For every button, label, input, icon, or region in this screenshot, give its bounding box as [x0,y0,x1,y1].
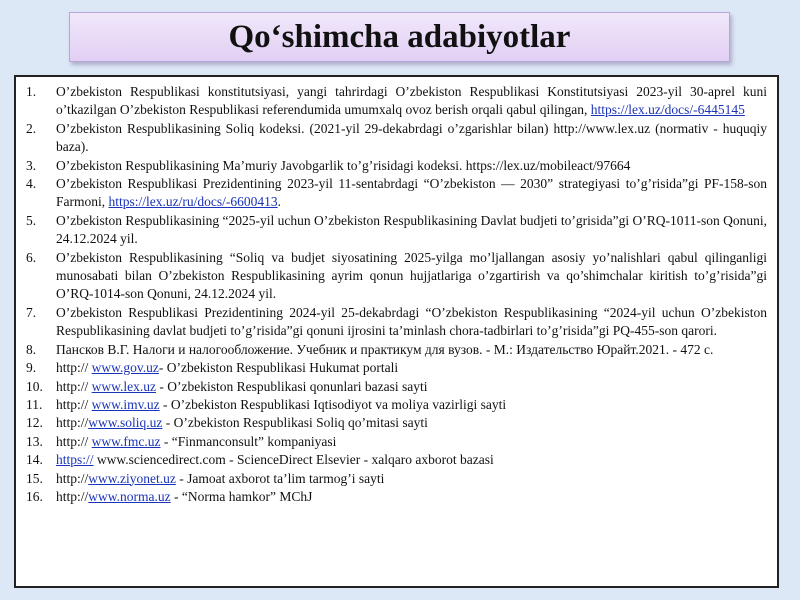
reference-item [26,396,767,414]
reference-number: 15. [26,470,43,486]
reference-text [56,212,767,249]
slide-title: Qo‘shimcha adabiyotlar [228,18,571,55]
reference-number: 14. [26,452,43,468]
reference-text [56,83,767,120]
reference-text-part: O’zbekiston Respublikasining “2025-yil uchun O’zbekiston Respublikasining Davlat budjeti to’grisida”gi O’RQ-1011-son Qonuni, 24.12.2024 yil. [56,212,767,247]
reference-text-part: - “Norma hamkor” MChJ [170,488,313,504]
reference-text-part: http:// [56,433,92,449]
reference-text [56,414,767,432]
reference-link[interactable]: www.ziyonet.uz [88,470,176,486]
reference-item [26,378,767,396]
reference-number: 13. [26,433,43,449]
reference-link[interactable]: www.imv.uz [91,396,160,412]
reference-link[interactable]: www.norma.uz [88,488,171,504]
reference-text-part: Пансков В.Г. Налоги и налогообложение. Учебник и практикум для вузов. - М.: Издательство Юрайт.2021. - 472 с. [56,341,714,357]
reference-text-part: www.sciencedirect.com - ScienceDirect Elsevier - xalqaro axborot bazasi [93,452,494,468]
reference-number: 5. [26,212,37,228]
reference-text [56,157,767,175]
reference-text-part: http:// [56,488,89,504]
reference-link[interactable]: www.fmc.uz [91,433,161,449]
reference-text [56,433,767,451]
reference-text [56,470,767,488]
reference-number: 3. [26,157,37,173]
references-panel [14,75,779,588]
reference-text-part: http:// [56,415,89,431]
reference-link[interactable]: https://lex.uz/docs/-6445145 [590,102,745,118]
reference-item [26,212,767,249]
reference-item [26,120,767,157]
reference-text [56,359,767,377]
references-list [26,83,767,506]
reference-item [26,414,767,432]
reference-item [26,451,767,469]
reference-number: 9. [26,360,37,376]
reference-text [56,304,767,341]
reference-text-part: - “Finmanconsult” kompaniyasi [160,433,337,449]
reference-link[interactable]: https:// [56,452,94,468]
reference-text-part: - O’zbekiston Respublikasi Hukumat portali [158,360,399,376]
reference-link[interactable]: https://lex.uz/ru/docs/-6600413 [108,194,278,210]
reference-text [56,175,767,212]
reference-text-part: http:// [56,360,92,376]
reference-text [56,488,767,506]
reference-text-part: http:// [56,470,89,486]
reference-number: 7. [26,304,37,320]
reference-number: 10. [26,378,43,394]
reference-item [26,359,767,377]
reference-number: 12. [26,415,43,431]
reference-text-part: O’zbekiston Respublikasi konstitutsiyasi, yangi tahrirdagi O’zbekiston Respublikasi Konstitutsiyasi 2023-yil 30-aprel kuni o’tkazilgan O’zbekiston Respublikasi referendumida umumxalq ovoz berish orqali qabul qilingan, [56,84,767,118]
reference-item [26,83,767,120]
reference-link[interactable]: www.gov.uz [91,360,159,376]
reference-item [26,175,767,212]
reference-text [56,120,767,157]
reference-number: 6. [26,249,37,265]
reference-text-part: . [277,194,281,210]
reference-item [26,304,767,341]
reference-item [26,433,767,451]
reference-text-part: http:// [56,396,92,412]
reference-text-part: O’zbekiston Respublikasi Prezidentining 2024-yil 25-dekabrdagi “O’zbekiston Respublikasining “2024-yil uchun O’zbekiston Respublikasining davlat budjeti to’g’risida”gi qonuni ijrosini ta’minlash chora-tadbirlari to’g’risida”gi PQ-455-son qarori. [56,304,767,339]
reference-text [56,378,767,396]
reference-text-part: - O’zbekiston Respublikasi Soliq qo’mitasi sayti [162,415,428,431]
title-banner [69,12,730,62]
reference-text [56,341,767,359]
reference-text-part: - Jamoat axborot ta’lim tarmog’i sayti [175,470,385,486]
reference-text-part: O’zbekiston Respublikasi Prezidentining 2023-yil 11-sentabrdagi “O’zbekiston — 2030” strategiyasi to’g’risida”gi PF-158-son Farmoni, [56,176,767,210]
reference-text-part: - O’zbekiston Respublikasi Iqtisodiyot va moliya vazirligi sayti [159,396,507,412]
reference-link[interactable]: www.lex.uz [91,378,156,394]
reference-item [26,470,767,488]
reference-number: 16. [26,488,43,504]
reference-text-part: O’zbekiston Respublikasining Ma’muriy Javobgarlik to’g’risidagi kodeksi. https://lex.uz/mobileact/97664 [56,157,631,173]
reference-number: 1. [26,84,37,99]
reference-number: 2. [26,120,37,136]
reference-text-part: O’zbekiston Respublikasining Soliq kodeksi. (2021-yil 29-dekabrdagi o’zgarishlar bilan) http://www.lex.uz (normativ - huquqiy baza). [56,120,767,155]
reference-item [26,341,767,359]
reference-text-part: O’zbekiston Respublikasining “Soliq va budjet siyosatining 2025-yilga mo’ljallangan asosiy yo’nalishlari qabul qilinganligi munosabati bilan O’zbekiston Respublikasining ayrim qonun hujjatlariga o’zgartirish va qo’shimchalar kiritish to’g’risida”gi O’RQ-1014-son Qonuni, 24.12.2024 yil. [56,249,767,302]
reference-item [26,488,767,506]
reference-text [56,249,767,304]
reference-text [56,451,767,469]
reference-item [26,157,767,175]
reference-number: 8. [26,341,37,357]
reference-link[interactable]: www.soliq.uz [88,415,163,431]
reference-text [56,396,767,414]
reference-text-part: - O’zbekiston Respublikasi qonunlari bazasi sayti [156,378,428,394]
reference-item [26,249,767,304]
reference-number: 4. [26,176,37,192]
reference-text-part: http:// [56,378,92,394]
reference-number: 11. [26,396,43,412]
